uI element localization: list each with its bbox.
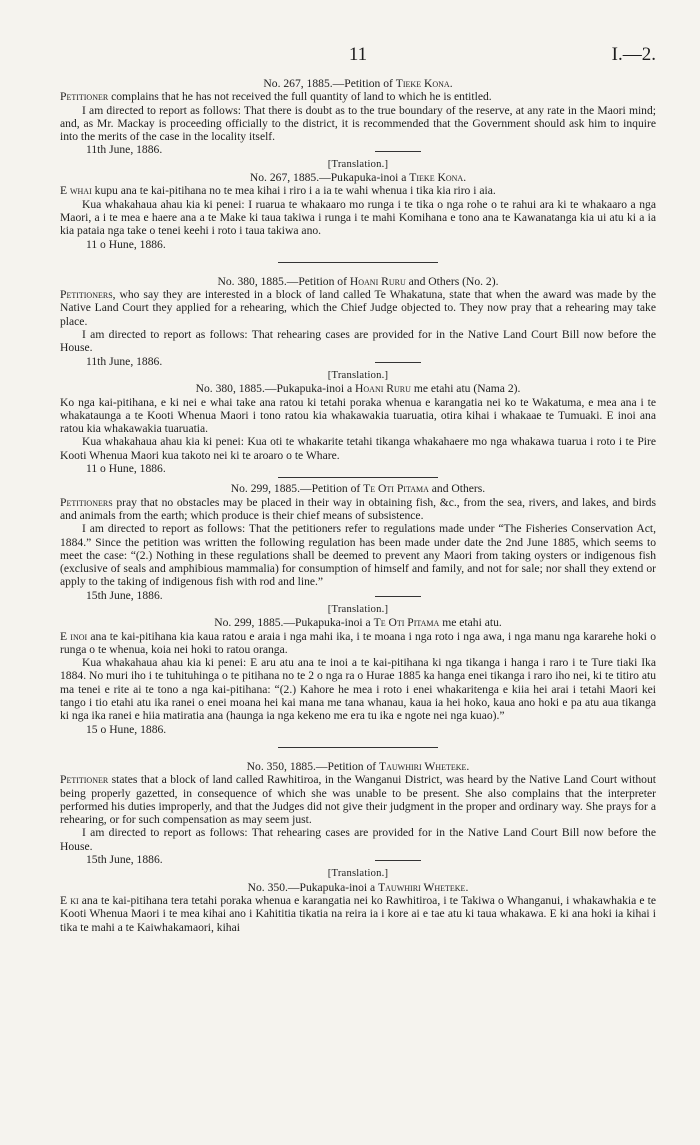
translation-label: [Translation.] [327,603,389,615]
petition-title: No. 267, 1885.—Petition of Tieke Kona. [263,77,453,90]
petition-section [60,482,656,736]
report-date: 11th June, 1886. [86,143,163,157]
translation-label: [Translation.] [327,158,389,170]
translation-summary: E inoi ana te kai-pitihana kia kaua ratou e araia i nga mahi ika, i te moana i nga roto i nga awa, i nga manu nga kararehe hoki o runga o te whenua, koia nei hoki to ratou oranga. [60,629,657,656]
translation-date: 11 o Hune, 1886. [86,462,166,476]
translation-summary: Ko nga kai-pitihana, e ki nei e whai take ana ratou ki tetahi poraka whenua e karangatia nei ko te Wakatuma, e mea ana i te whakataunga a te Kooti Whenua Maori i tono ratou kia whakawakia tuaruatia, otira kihai i whakaae te Tumuaki. E inoi ana ratou kia whakawakia tuaruatia. [60,395,656,436]
page-number: 11 [348,44,368,65]
petition-section [60,760,656,934]
section-divider [278,262,438,263]
report-date: 15th June, 1886. [86,588,163,602]
petition-title: No. 350, 1885.—Petition of Tauwhiri Wheteke. [246,759,470,773]
translation-report: Kua whakahaua ahau kia ki penei: E aru atu ana te inoi a te kai-pitihana ki nga tikanga i hanga i raro i te Ture tiaki Ika 1884. No muri iho i te tuhituhinga o te pitihana no te 2 o nga ra o Hurae 1885 ka hanga enei tikanga i raro iho nei, ki te titiro atu ma tenei e rite ai te tono a nga kai-pitihana: “(2.) Kahore he mea i roto i enei whakaritenga e kiia hei arai i tetahi Maori kei tango i tio etahi atu ika ranei o enei moana hei kai mana me tana whanau, kaua ia hei hoko, kaua ano hoki e pa atu aua tikanga ki nga ika ranei e hiia matiratia ana (haunga ia nga kekeno me era tu ika e ngote nei nga kuao).” [60,656,656,723]
short-rule [375,151,421,152]
page-header [60,0,656,65]
translation-title: No. 267, 1885.—Pukapuka-inoi a Tieke Kona. [249,171,467,185]
translation-title: No. 380, 1885.—Pukapuka-inoi a Hoani Ruru me etahi atu (Nama 2). [195,382,521,396]
translation-date: 15 o Hune, 1886. [86,722,167,736]
translation-report: Kua whakahaua ahau kia ki penei: I ruarua te whakaaro mo runga i te tika o nga rohe o te rahui ara ki te whakaaro a nga Maori, a i te mea e haere ana a te Make ki taua takiwa i runga i te mahi Komihana e tono ana te Kawanatanga kia ui atu ki a ia kia pataia nga take o tenei keehi i roto i taua takiwa ano. [60,197,656,238]
petition-title: No. 299, 1885.—Petition of Te Oti Pitama and Others. [230,482,486,496]
document-body [60,77,656,934]
document-reference: I.—2. [611,44,656,65]
petition-section [60,77,656,251]
petition-summary: Petitioner states that a block of land called Rawhitiroa, in the Wanganui District, was heard by the Native Land Court without being properly gazetted, in consequence of which she was unable to be present. She also complains that the interpreter performed his duties improperly, and that the Judges did not give their judgment in the proper and ordinary way. She prays for a rehearing, or for such compensation as may seem just. [60,773,656,827]
short-rule [375,362,421,363]
committee-report: I am directed to report as follows: That the petitioners refer to regulations made under “The Fisheries Conservation Act, 1884.” Since the petition was written the following regulation has been made under date the 2nd June 1885, which seems to meet the case: “(2.) Nothing in these regulations shall be deemed to prevent any Maori from taking oysters or indigenous fish (exclusive of seals and amphibious mammalia) for consumption of himself and family, and not for sale; nor shall they extend or apply to the taking of indigenous fish with rod and line.” [60,522,656,589]
short-rule [375,596,421,597]
translation-label: [Translation.] [327,369,389,381]
translation-label: [Translation.] [327,868,389,880]
translation-date: 11 o Hune, 1886. [86,237,166,251]
section-divider [278,747,438,748]
petition-section [60,275,656,475]
translation-title: No. 350.—Pukapuka-inoi a Tauwhiri Wheteke. [247,880,469,894]
report-date: 11th June, 1886. [86,354,163,368]
committee-report: I am directed to report as follows: That there is doubt as to the true boundary of the reserve, at any rate in the Maori mind; and, as Mr. Mackay is proceeding officially to the district, it is recommended that the Government should ask him to inquire into the merits of the case in the locality itself. [60,103,656,144]
translation-report: Kua whakahaua ahau kia ki penei: Kua oti te whakarite tetahi tikanga whakahaere mo nga whakawa tuarua i roto i te Pire Kooti Whenua Maori kua takoto nei ki te aroaro o te Whare. [60,435,656,462]
translation-summary: E whai kupu ana te kai-pitihana no te mea kihai i riro i a ia te wahi whenua i tika kia riro i aia. [60,184,496,198]
report-date: 15th June, 1886. [86,853,163,867]
translation-summary: E ki ana te kai-pitihana tera tetahi poraka whenua e karangatia nei ko Rawhitiroa, i te Takiwa o Whanganui, i whakawhakia e te Kooti Whenua Maori i te mea kihai ano i Kahititia tikatia na reira ia i kore ai e tae atu ki taua whakawa. E ki ana hoki ia kihai i tika te mahi a te Kaiwhakamaori, kihai [60,893,657,934]
translation-title: No. 299, 1885.—Pukapuka-inoi a Te Oti Pitama me etahi atu. [214,616,502,630]
petition-title: No. 380, 1885.—Petition of Hoani Ruru and Others (No. 2). [217,274,499,288]
committee-report: I am directed to report as follows: That rehearing cases are provided for in the Native Land Court Bill now before the House. [60,328,656,355]
petition-summary: Petitioners pray that no obstacles may be placed in their way in obtaining fish, &c., from the sea, rivers, and lakes, and birds and animals from the earth; which produce is their chief means of subsistence. [60,495,656,522]
section-divider [278,477,438,478]
committee-report: I am directed to report as follows: That rehearing cases are provided for in the Native Land Court Bill now before the House. [60,826,656,853]
short-rule [375,860,421,861]
petition-summary: Petitioner complains that he has not received the full quantity of land to which he is entitled. [60,90,492,104]
petition-summary: Petitioners, who say they are interested in a block of land called Te Whakatuna, state that when the award was made by the Native Land Court they applied for a rehearing, which the Chief Judge objected to. They now pray that a rehearing may take place. [60,288,656,328]
